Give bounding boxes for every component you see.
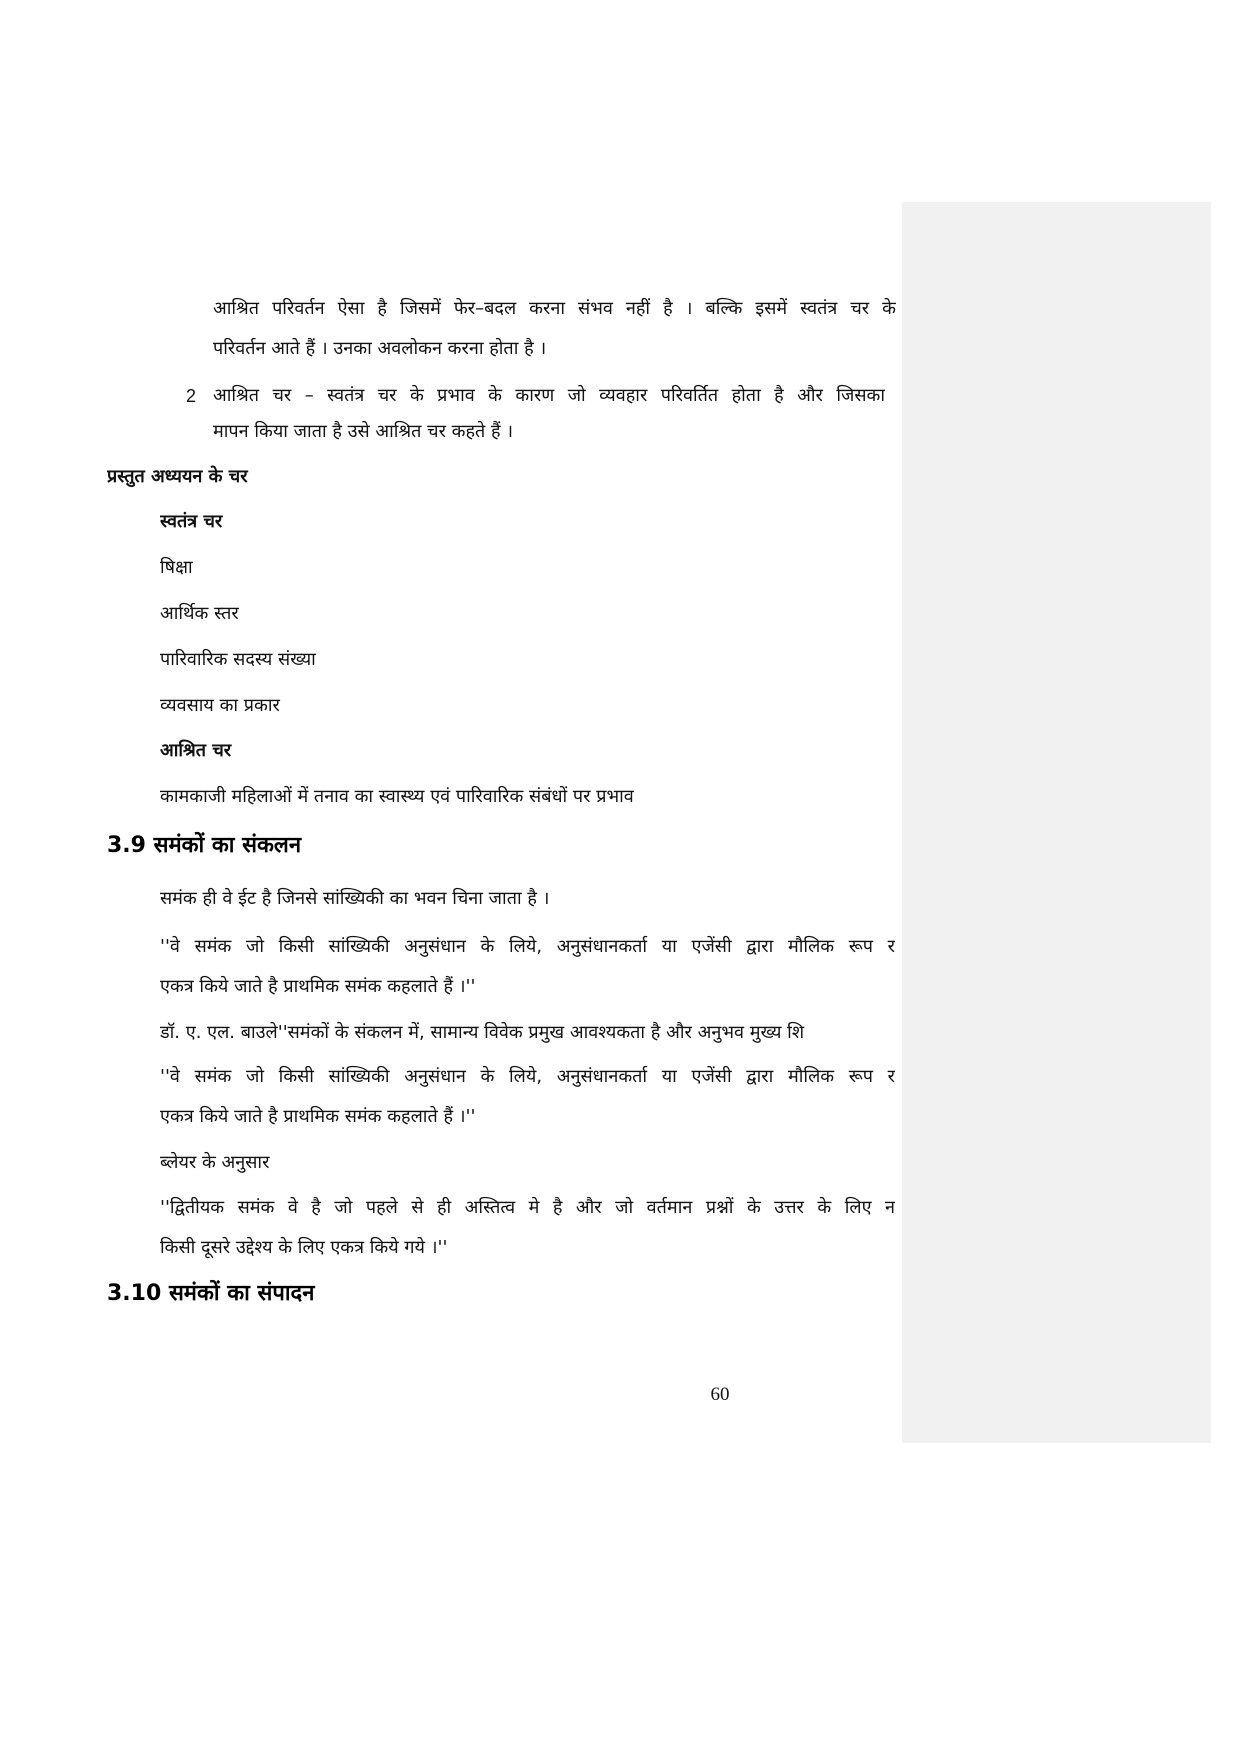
intro-line-1: आश्रित परिवर्तन ऐसा है जिसमें फेर–बदल करना संभव नहीं है । बल्कि इसमें स्वतंत्र चर के [213,298,896,319]
quote-1-line-2: एकत्र किये जाते है प्राथमिक समंक कहलाते हैं ।'' [160,976,476,997]
quote-3-line-1: ''द्वितीयक समंक वे है जो पहले से ही अस्तित्व मे है और जो वर्तमान प्रश्नों के उत्तर के लिए न [160,1197,895,1218]
section-3-9-heading: 3.9 समंकों का संकलन [107,833,302,858]
independent-variable-item: आर्थिक स्तर [160,603,239,624]
comment-pane [902,202,1211,1443]
item-2-line-2: मापन किया जाता है उसे आश्रित चर कहते हैं । [213,421,514,442]
section-3-10-heading: 3.10 समंकों का संपादन [107,1281,315,1306]
dependent-variable-heading: आश्रित चर [160,740,232,761]
study-variables-heading: प्रस्तुत अध्ययन के चर [107,466,248,487]
section-3-9-line-1: समंक ही वे ईट है जिनसे सांख्यिकी का भवन चिना जाता है । [160,888,550,909]
item-2-number: 2 [186,386,197,406]
intro-line-2: परिवर्तन आते हैं । उनका अवलोकन करना होता है । [213,338,547,359]
dependent-variable-item: कामकाजी महिलाओं में तनाव का स्वास्थ्य एवं पारिवारिक संबंधों पर प्रभाव [160,786,634,807]
page-number: 60 [710,1384,730,1405]
item-2-line-1: आश्रित चर – स्वतंत्र चर के प्रभाव के कारण जो व्यवहार परिवर्तित होता है और जिसका [213,385,885,406]
independent-variable-item: षिक्षा [160,557,193,578]
blair-line: ब्लेयर के अनुसार [160,1152,270,1173]
bowley-line: डॉ. ए. एल. बाउले''समंकों के संकलन में, सामान्य विवेक प्रमुख आवश्यकता है और अनुभव मुख्य शि [160,1022,805,1043]
quote-2-line-2: एकत्र किये जाते है प्राथमिक समंक कहलाते हैं ।'' [160,1106,476,1127]
quote-2-line-1: ''वे समंक जो किसी सांख्यिकी अनुसंधान के लिये, अनुसंधानकर्ता या एजेंसी द्वारा मौलिक रूप र [160,1066,895,1087]
quote-3-line-2: किसी दूसरे उद्देश्य के लिए एकत्र किये गये ।'' [160,1237,448,1258]
independent-variable-item: व्यवसाय का प्रकार [160,695,280,716]
independent-variables-heading: स्वतंत्र चर [160,511,223,532]
independent-variable-item: पारिवारिक सदस्य संख्या [160,649,316,670]
quote-1-line-1: ''वे समंक जो किसी सांख्यिकी अनुसंधान के लिये, अनुसंधानकर्ता या एजेंसी द्वारा मौलिक रूप र [160,936,895,957]
